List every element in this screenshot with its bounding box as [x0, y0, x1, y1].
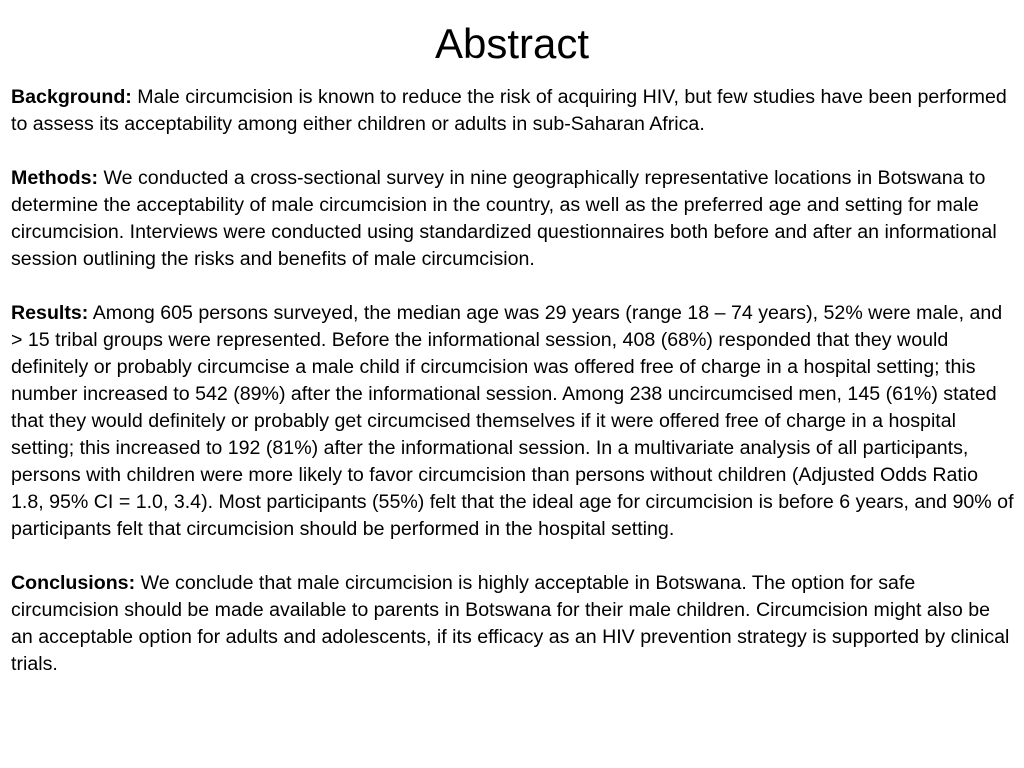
section-heading: Background: — [11, 86, 132, 108]
section-text: Among 605 persons surveyed, the median age was 29 years (range 18 – 74 years), 52% were male, and > 15 tribal groups were represented. Before the informational session, 408 (68%) responded that they would definitely or probably circumcise a male child if circumcision was offered free of charge in a hospital setting; this number increased to 542 (89%) after the informational session. Among 238 uncircumcised men, 145 (61%) stated that they would definitely or probably get circumcised themselves if it were offered free of charge in a hospital setting; this increased to 192 (81%) after the informational session. In a multivariate analysis of all participants, persons with children were more likely to favor circumcision than persons without children (Adjusted Odds Ratio 1.8, 95% CI = 1.0, 3.4). Most participants (55%) felt that the ideal age for circumcision is before 6 years, and 90% of participants felt that circumcision should be performed in the hospital setting. — [11, 302, 1014, 540]
section-text: We conclude that male circumcision is highly acceptable in Botswana. The option for safe circumcision should be made available to parents in Botswana for their male children. Circumcision might also be an acceptable option for adults and adolescents, if its efficacy as an HIV prevention strategy is supported by clinical trials. — [11, 572, 1010, 675]
section-heading: Methods: — [11, 167, 99, 189]
section-methods — [11, 165, 1015, 273]
page-title: Abstract — [434, 20, 590, 67]
section-heading: Conclusions: — [11, 572, 136, 594]
section-conclusions — [11, 570, 1015, 678]
section-text: We conducted a cross-sectional survey in nine geographically representative locations in Botswana to determine the acceptability of male circumcision in the country, as well as the preferred age and setting for male circumcision. Interviews were conducted using standardized questionnaires both before and after an informational session outlining the risks and benefits of male circumcision. — [11, 167, 997, 270]
abstract-body — [11, 84, 1015, 678]
section-heading: Results: — [11, 302, 89, 324]
section-background — [11, 84, 1015, 138]
section-results — [11, 300, 1015, 543]
section-text: Male circumcision is known to reduce the risk of acquiring HIV, but few studies have been performed to assess its acceptability among either children or adults in sub-Saharan Africa. — [11, 86, 1007, 135]
